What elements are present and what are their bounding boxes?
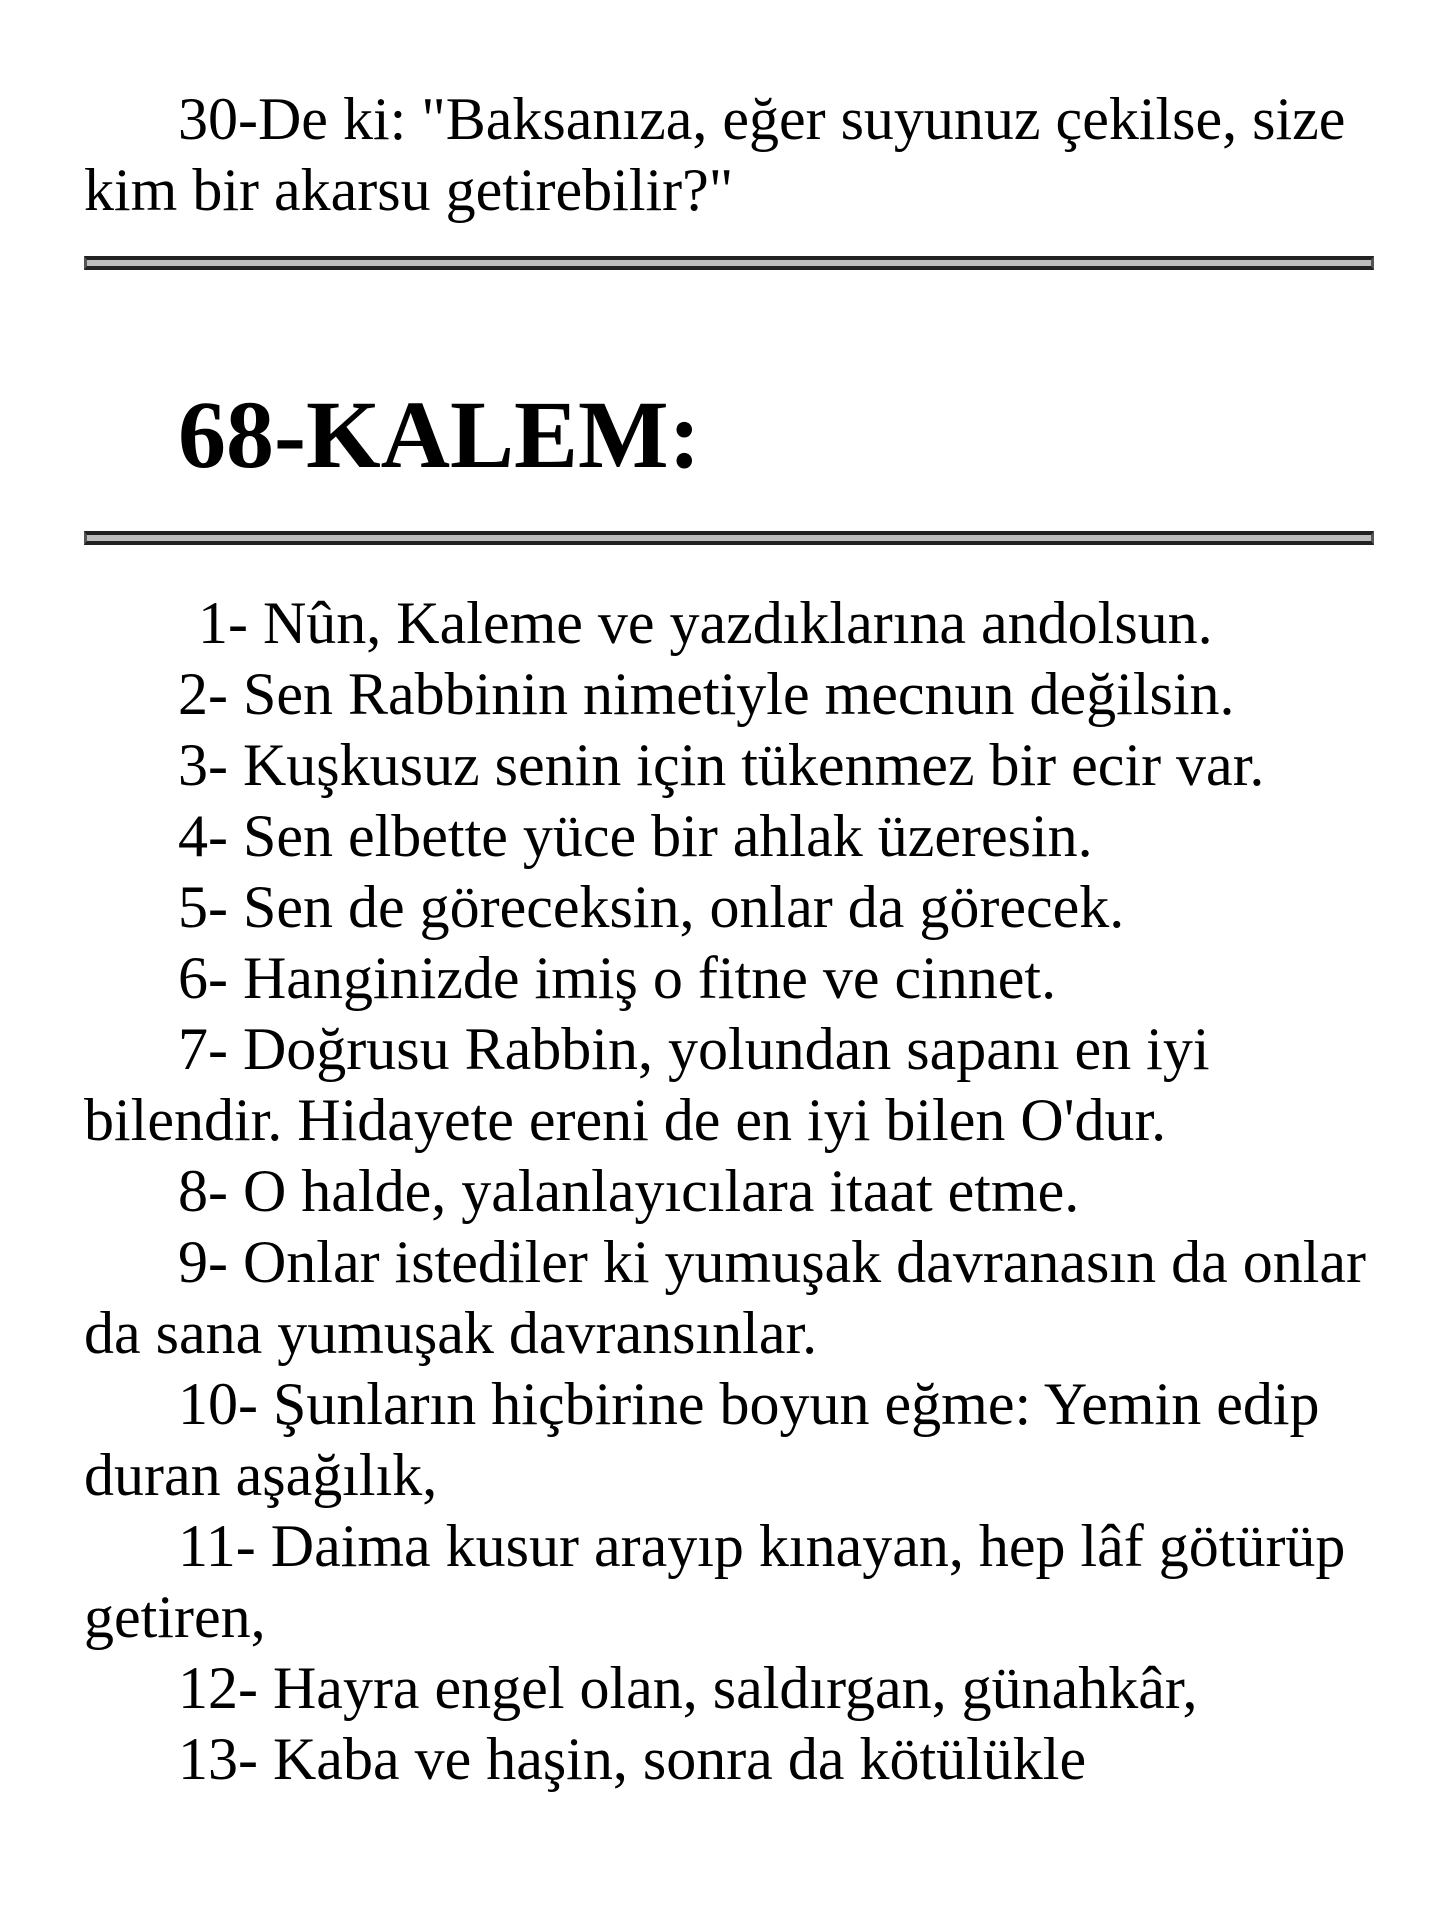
- verse-paragraph: 11- Daima kusur arayıp kınayan, hep lâf götürüp getiren,: [84, 1513, 1346, 1650]
- horizontal-rule: [84, 531, 1374, 545]
- horizontal-rule: [84, 256, 1374, 270]
- verse-paragraph: 12- Hayra engel olan, saldırgan, günahkâr,: [178, 1655, 1198, 1721]
- verse-paragraph: 9- Onlar istediler ki yumuşak davranasın da onlar da sana yumuşak davransınlar.: [84, 1229, 1366, 1366]
- previous-verse-block: [84, 84, 1374, 226]
- verse-list: [84, 588, 1374, 1795]
- verse-paragraph: 5- Sen de göreceksin, onlar da görecek.: [178, 874, 1125, 940]
- verse-paragraph: 10- Şunların hiçbirine boyun eğme: Yemin edip duran aşağılık,: [84, 1371, 1320, 1508]
- surah-heading: 68-KALEM:: [178, 381, 701, 488]
- verse-paragraph: 8- O halde, yalanlayıcılara itaat etme.: [178, 1158, 1080, 1224]
- verse-paragraph: 13- Kaba ve haşin, sonra da kötülükle: [178, 1726, 1087, 1792]
- verse-paragraph: 7- Doğrusu Rabbin, yolundan sapanı en iyi bilendir. Hidayete ereni de en iyi bilen O'dur.: [84, 1016, 1210, 1153]
- verse-paragraph: 3- Kuşkusuz senin için tükenmez bir ecir var.: [178, 732, 1265, 798]
- verse-paragraph: 4- Sen elbette yüce bir ahlak üzeresin.: [178, 803, 1093, 869]
- verse-paragraph: 6- Hanginizde imiş o fitne ve cinnet.: [178, 945, 1057, 1011]
- verse-paragraph: 2- Sen Rabbinin nimetiyle mecnun değilsin.: [178, 661, 1235, 727]
- verse-paragraph: 1- Nûn, Kaleme ve yazdıklarına andolsun.: [198, 590, 1213, 656]
- verse-paragraph: 30-De ki: "Baksanıza, eğer suyunuz çekilse, size kim bir akarsu getirebilir?": [84, 86, 1346, 223]
